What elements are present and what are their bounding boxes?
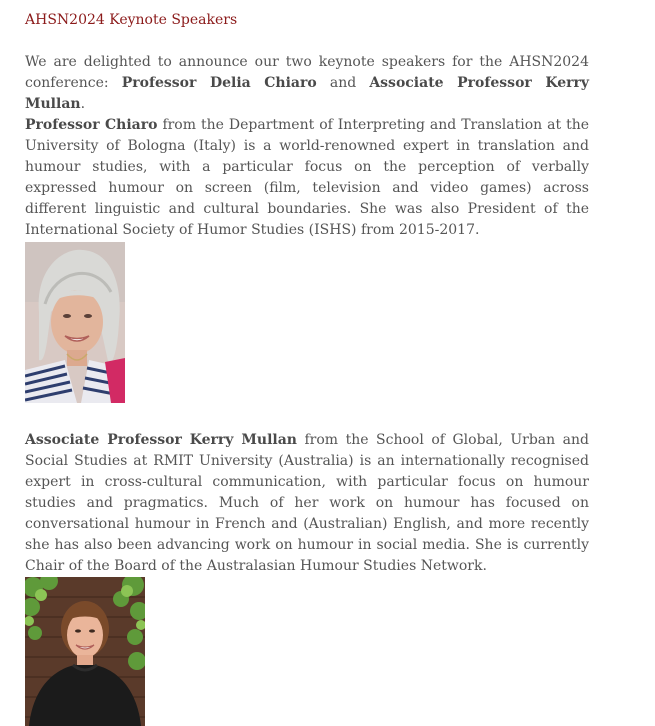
chiaro-name: Professor Chiaro <box>25 117 158 133</box>
page-heading: AHSN2024 Keynote Speakers <box>25 12 238 28</box>
chiaro-bio: from the Department of Interpreting and Translation at the University of Bologna (Italy) is a world-renowned expert in translation and humour studies, with a particular focus on the perception of verbally expressed humour on screen (film, television and video games) across different linguistic and cultural boundaries. She was also President of the International Society of Humor Studies (ISHS) from 2015-2017. <box>25 117 589 238</box>
intro-and: and <box>316 75 370 91</box>
mullan-bio: from the School of Global, Urban and Social Studies at RMIT University (Australia) is an internationally recognised expert in cross-cultural communication, with particular focus on humour studies and pragmatics. Much of her work on humour has focused on conversational humour in French and (Australian) English, and more recently she has also been advancing work on humour in social media. She is currently Chair of the Board of the Australasian Humour Studies Network. <box>25 432 589 574</box>
mullan-photo <box>25 577 145 726</box>
intro-lead: We are delighted to announce our two keynote speakers for the AHSN2024 conference: <box>25 54 589 91</box>
chiaro-bio-paragraph <box>25 115 589 241</box>
intro-speaker-2: Associate Professor Kerry Mullan <box>25 75 589 112</box>
mullan-bio-paragraph <box>25 430 589 577</box>
mullan-name: Associate Professor Kerry Mullan <box>25 432 297 448</box>
chiaro-photo <box>25 242 125 403</box>
intro-speaker-1: Professor Delia Chiaro <box>121 75 317 91</box>
intro-paragraph <box>25 52 589 115</box>
intro-end: . <box>80 96 86 112</box>
